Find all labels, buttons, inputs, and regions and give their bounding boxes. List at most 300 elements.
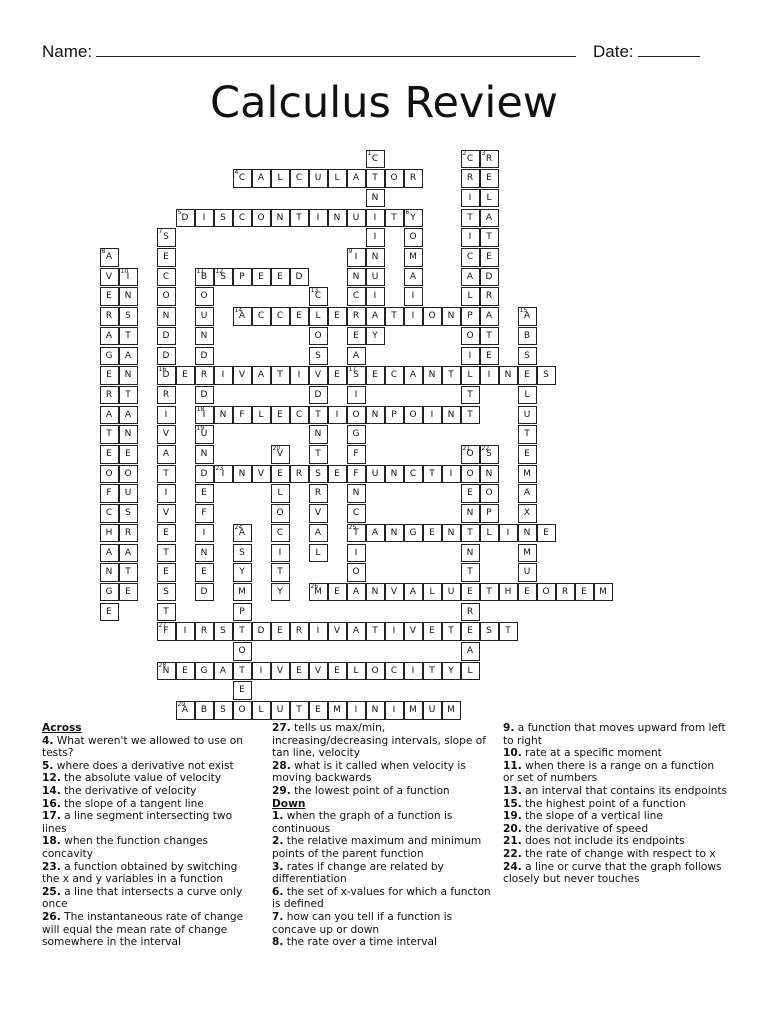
grid-cell[interactable] bbox=[518, 347, 537, 366]
grid-cell[interactable] bbox=[385, 209, 404, 228]
grid-cell[interactable] bbox=[461, 268, 480, 287]
grid-cell[interactable] bbox=[233, 366, 252, 385]
grid-cell[interactable] bbox=[499, 583, 518, 602]
grid-cell[interactable] bbox=[385, 169, 404, 188]
grid-cell[interactable] bbox=[214, 406, 233, 425]
grid-cell[interactable] bbox=[119, 287, 138, 306]
grid-cell[interactable] bbox=[309, 327, 328, 346]
grid-cell[interactable] bbox=[328, 662, 347, 681]
grid-cell[interactable] bbox=[309, 386, 328, 405]
grid-cell[interactable] bbox=[119, 563, 138, 582]
grid-cell[interactable] bbox=[195, 583, 214, 602]
grid-cell[interactable] bbox=[480, 327, 499, 346]
grid-cell[interactable] bbox=[271, 307, 290, 326]
grid-cell[interactable] bbox=[518, 484, 537, 503]
grid-cell[interactable] bbox=[195, 327, 214, 346]
grid-cell[interactable] bbox=[366, 209, 385, 228]
grid-cell[interactable] bbox=[404, 287, 423, 306]
grid-cell[interactable] bbox=[499, 366, 518, 385]
grid-cell[interactable] bbox=[423, 406, 442, 425]
grid-cell[interactable] bbox=[480, 209, 499, 228]
grid-cell[interactable] bbox=[100, 504, 119, 523]
grid-cell[interactable] bbox=[480, 228, 499, 247]
grid-cell[interactable] bbox=[195, 701, 214, 720]
grid-cell[interactable] bbox=[442, 622, 461, 641]
grid-cell[interactable] bbox=[404, 524, 423, 543]
grid-cell[interactable] bbox=[518, 307, 537, 326]
grid-cell[interactable] bbox=[518, 366, 537, 385]
grid-cell[interactable] bbox=[347, 386, 366, 405]
grid-cell[interactable] bbox=[309, 662, 328, 681]
grid-cell[interactable] bbox=[119, 307, 138, 326]
grid-cell[interactable] bbox=[499, 524, 518, 543]
grid-cell[interactable] bbox=[328, 583, 347, 602]
grid-cell[interactable] bbox=[157, 484, 176, 503]
grid-cell[interactable] bbox=[271, 504, 290, 523]
grid-cell[interactable] bbox=[233, 662, 252, 681]
grid-cell[interactable] bbox=[518, 465, 537, 484]
grid-cell[interactable] bbox=[461, 662, 480, 681]
grid-cell[interactable] bbox=[480, 248, 499, 267]
grid-cell[interactable] bbox=[195, 544, 214, 563]
grid-cell[interactable] bbox=[271, 445, 290, 464]
grid-cell[interactable] bbox=[233, 583, 252, 602]
grid-cell[interactable] bbox=[214, 465, 233, 484]
grid-cell[interactable] bbox=[461, 524, 480, 543]
grid-cell[interactable] bbox=[385, 406, 404, 425]
grid-cell[interactable] bbox=[100, 544, 119, 563]
grid-cell[interactable] bbox=[385, 465, 404, 484]
grid-cell[interactable] bbox=[233, 268, 252, 287]
grid-cell[interactable] bbox=[157, 544, 176, 563]
grid-cell[interactable] bbox=[195, 347, 214, 366]
grid-cell[interactable] bbox=[157, 603, 176, 622]
grid-cell[interactable] bbox=[252, 622, 271, 641]
grid-cell[interactable] bbox=[100, 425, 119, 444]
grid-cell[interactable] bbox=[195, 445, 214, 464]
grid-cell[interactable] bbox=[271, 524, 290, 543]
grid-cell[interactable] bbox=[119, 484, 138, 503]
grid-cell[interactable] bbox=[366, 465, 385, 484]
grid-cell[interactable] bbox=[176, 662, 195, 681]
grid-cell[interactable] bbox=[461, 228, 480, 247]
grid-cell[interactable] bbox=[423, 662, 442, 681]
grid-cell[interactable] bbox=[385, 622, 404, 641]
grid-cell[interactable] bbox=[347, 406, 366, 425]
grid-cell[interactable] bbox=[366, 307, 385, 326]
grid-cell[interactable] bbox=[347, 327, 366, 346]
grid-cell[interactable] bbox=[176, 209, 195, 228]
grid-cell[interactable] bbox=[347, 287, 366, 306]
grid-cell[interactable] bbox=[233, 544, 252, 563]
grid-cell[interactable] bbox=[480, 445, 499, 464]
grid-cell[interactable] bbox=[404, 622, 423, 641]
grid-cell[interactable] bbox=[271, 662, 290, 681]
grid-cell[interactable] bbox=[480, 504, 499, 523]
grid-cell[interactable] bbox=[290, 268, 309, 287]
grid-cell[interactable] bbox=[271, 544, 290, 563]
grid-cell[interactable] bbox=[328, 169, 347, 188]
grid-cell[interactable] bbox=[404, 662, 423, 681]
grid-cell[interactable] bbox=[366, 406, 385, 425]
grid-cell[interactable] bbox=[423, 622, 442, 641]
grid-cell[interactable] bbox=[461, 347, 480, 366]
grid-cell[interactable] bbox=[119, 347, 138, 366]
grid-cell[interactable] bbox=[309, 484, 328, 503]
grid-cell[interactable] bbox=[233, 701, 252, 720]
grid-cell[interactable] bbox=[518, 425, 537, 444]
grid-cell[interactable] bbox=[290, 366, 309, 385]
grid-cell[interactable] bbox=[233, 563, 252, 582]
grid-cell[interactable] bbox=[100, 287, 119, 306]
grid-cell[interactable] bbox=[347, 268, 366, 287]
grid-cell[interactable] bbox=[195, 504, 214, 523]
grid-cell[interactable] bbox=[195, 662, 214, 681]
grid-cell[interactable] bbox=[404, 701, 423, 720]
grid-cell[interactable] bbox=[442, 465, 461, 484]
grid-cell[interactable] bbox=[195, 366, 214, 385]
grid-cell[interactable] bbox=[442, 662, 461, 681]
grid-cell[interactable] bbox=[404, 406, 423, 425]
grid-cell[interactable] bbox=[461, 307, 480, 326]
grid-cell[interactable] bbox=[461, 622, 480, 641]
grid-cell[interactable] bbox=[233, 622, 252, 641]
grid-cell[interactable] bbox=[461, 209, 480, 228]
grid-cell[interactable] bbox=[233, 524, 252, 543]
grid-cell[interactable] bbox=[480, 366, 499, 385]
grid-cell[interactable] bbox=[176, 701, 195, 720]
grid-cell[interactable] bbox=[309, 583, 328, 602]
grid-cell[interactable] bbox=[119, 366, 138, 385]
grid-cell[interactable] bbox=[100, 248, 119, 267]
grid-cell[interactable] bbox=[347, 583, 366, 602]
grid-cell[interactable] bbox=[385, 583, 404, 602]
grid-cell[interactable] bbox=[290, 406, 309, 425]
grid-cell[interactable] bbox=[537, 366, 556, 385]
grid-cell[interactable] bbox=[195, 622, 214, 641]
grid-cell[interactable] bbox=[271, 366, 290, 385]
grid-cell[interactable] bbox=[385, 701, 404, 720]
grid-cell[interactable] bbox=[252, 209, 271, 228]
grid-cell[interactable] bbox=[233, 681, 252, 700]
grid-cell[interactable] bbox=[309, 544, 328, 563]
grid-cell[interactable] bbox=[404, 583, 423, 602]
grid-cell[interactable] bbox=[366, 169, 385, 188]
grid-cell[interactable] bbox=[157, 307, 176, 326]
grid-cell[interactable] bbox=[461, 583, 480, 602]
grid-cell[interactable] bbox=[385, 307, 404, 326]
grid-cell[interactable] bbox=[195, 563, 214, 582]
grid-cell[interactable] bbox=[404, 268, 423, 287]
grid-cell[interactable] bbox=[176, 622, 195, 641]
grid-cell[interactable] bbox=[461, 484, 480, 503]
grid-cell[interactable] bbox=[347, 169, 366, 188]
grid-cell[interactable] bbox=[385, 366, 404, 385]
grid-cell[interactable] bbox=[518, 563, 537, 582]
grid-cell[interactable] bbox=[290, 465, 309, 484]
grid-cell[interactable] bbox=[347, 524, 366, 543]
grid-cell[interactable] bbox=[157, 327, 176, 346]
grid-cell[interactable] bbox=[347, 307, 366, 326]
grid-cell[interactable] bbox=[480, 524, 499, 543]
grid-cell[interactable] bbox=[252, 406, 271, 425]
grid-cell[interactable] bbox=[271, 465, 290, 484]
grid-cell[interactable] bbox=[347, 248, 366, 267]
grid-cell[interactable] bbox=[119, 425, 138, 444]
grid-cell[interactable] bbox=[461, 366, 480, 385]
grid-cell[interactable] bbox=[347, 622, 366, 641]
grid-cell[interactable] bbox=[461, 504, 480, 523]
grid-cell[interactable] bbox=[100, 366, 119, 385]
grid-cell[interactable] bbox=[119, 583, 138, 602]
grid-cell[interactable] bbox=[442, 406, 461, 425]
grid-cell[interactable] bbox=[100, 268, 119, 287]
grid-cell[interactable] bbox=[233, 603, 252, 622]
grid-cell[interactable] bbox=[100, 347, 119, 366]
grid-cell[interactable] bbox=[423, 524, 442, 543]
grid-cell[interactable] bbox=[233, 307, 252, 326]
grid-cell[interactable] bbox=[271, 169, 290, 188]
grid-cell[interactable] bbox=[119, 327, 138, 346]
grid-cell[interactable] bbox=[556, 583, 575, 602]
grid-cell[interactable] bbox=[195, 465, 214, 484]
grid-cell[interactable] bbox=[157, 425, 176, 444]
grid-cell[interactable] bbox=[157, 287, 176, 306]
grid-cell[interactable] bbox=[100, 386, 119, 405]
grid-cell[interactable] bbox=[195, 406, 214, 425]
grid-cell[interactable] bbox=[366, 228, 385, 247]
grid-cell[interactable] bbox=[157, 268, 176, 287]
grid-cell[interactable] bbox=[271, 563, 290, 582]
grid-cell[interactable] bbox=[442, 701, 461, 720]
grid-cell[interactable] bbox=[537, 524, 556, 543]
grid-cell[interactable] bbox=[423, 366, 442, 385]
grid-cell[interactable] bbox=[480, 287, 499, 306]
grid-cell[interactable] bbox=[461, 642, 480, 661]
grid-cell[interactable] bbox=[347, 563, 366, 582]
grid-cell[interactable] bbox=[214, 209, 233, 228]
grid-cell[interactable] bbox=[328, 701, 347, 720]
grid-cell[interactable] bbox=[404, 366, 423, 385]
grid-cell[interactable] bbox=[195, 307, 214, 326]
grid-cell[interactable] bbox=[480, 189, 499, 208]
grid-cell[interactable] bbox=[480, 583, 499, 602]
grid-cell[interactable] bbox=[366, 366, 385, 385]
grid-cell[interactable] bbox=[366, 583, 385, 602]
grid-cell[interactable] bbox=[461, 248, 480, 267]
grid-cell[interactable] bbox=[480, 307, 499, 326]
grid-cell[interactable] bbox=[157, 366, 176, 385]
grid-cell[interactable] bbox=[157, 406, 176, 425]
grid-cell[interactable] bbox=[157, 228, 176, 247]
grid-cell[interactable] bbox=[100, 484, 119, 503]
grid-cell[interactable] bbox=[423, 583, 442, 602]
grid-cell[interactable] bbox=[518, 445, 537, 464]
grid-cell[interactable] bbox=[309, 287, 328, 306]
grid-cell[interactable] bbox=[499, 622, 518, 641]
grid-cell[interactable] bbox=[309, 622, 328, 641]
grid-cell[interactable] bbox=[328, 209, 347, 228]
grid-cell[interactable] bbox=[252, 465, 271, 484]
grid-cell[interactable] bbox=[366, 189, 385, 208]
grid-cell[interactable] bbox=[404, 228, 423, 247]
grid-cell[interactable] bbox=[461, 386, 480, 405]
grid-cell[interactable] bbox=[100, 524, 119, 543]
grid-cell[interactable] bbox=[480, 484, 499, 503]
grid-cell[interactable] bbox=[252, 701, 271, 720]
grid-cell[interactable] bbox=[100, 603, 119, 622]
grid-cell[interactable] bbox=[480, 150, 499, 169]
grid-cell[interactable] bbox=[195, 268, 214, 287]
grid-cell[interactable] bbox=[252, 268, 271, 287]
grid-cell[interactable] bbox=[461, 465, 480, 484]
grid-cell[interactable] bbox=[442, 307, 461, 326]
grid-cell[interactable] bbox=[176, 366, 195, 385]
grid-cell[interactable] bbox=[157, 347, 176, 366]
grid-cell[interactable] bbox=[328, 622, 347, 641]
grid-cell[interactable] bbox=[100, 445, 119, 464]
grid-cell[interactable] bbox=[233, 169, 252, 188]
grid-cell[interactable] bbox=[480, 268, 499, 287]
grid-cell[interactable] bbox=[119, 504, 138, 523]
grid-cell[interactable] bbox=[347, 445, 366, 464]
grid-cell[interactable] bbox=[214, 622, 233, 641]
grid-cell[interactable] bbox=[366, 248, 385, 267]
grid-cell[interactable] bbox=[309, 465, 328, 484]
grid-cell[interactable] bbox=[157, 386, 176, 405]
grid-cell[interactable] bbox=[423, 307, 442, 326]
grid-cell[interactable] bbox=[271, 484, 290, 503]
grid-cell[interactable] bbox=[290, 169, 309, 188]
grid-cell[interactable] bbox=[195, 484, 214, 503]
grid-cell[interactable] bbox=[328, 406, 347, 425]
grid-cell[interactable] bbox=[404, 209, 423, 228]
grid-cell[interactable] bbox=[119, 524, 138, 543]
grid-cell[interactable] bbox=[404, 169, 423, 188]
grid-cell[interactable] bbox=[328, 465, 347, 484]
grid-cell[interactable] bbox=[290, 701, 309, 720]
grid-cell[interactable] bbox=[195, 425, 214, 444]
grid-cell[interactable] bbox=[119, 544, 138, 563]
grid-cell[interactable] bbox=[480, 622, 499, 641]
grid-cell[interactable] bbox=[366, 622, 385, 641]
grid-cell[interactable] bbox=[290, 622, 309, 641]
grid-cell[interactable] bbox=[366, 701, 385, 720]
grid-cell[interactable] bbox=[100, 406, 119, 425]
grid-cell[interactable] bbox=[119, 465, 138, 484]
grid-cell[interactable] bbox=[214, 701, 233, 720]
grid-cell[interactable] bbox=[347, 425, 366, 444]
grid-cell[interactable] bbox=[271, 701, 290, 720]
grid-cell[interactable] bbox=[309, 347, 328, 366]
grid-cell[interactable] bbox=[309, 425, 328, 444]
grid-cell[interactable] bbox=[404, 465, 423, 484]
grid-cell[interactable] bbox=[252, 307, 271, 326]
grid-cell[interactable] bbox=[100, 465, 119, 484]
grid-cell[interactable] bbox=[385, 524, 404, 543]
grid-cell[interactable] bbox=[442, 366, 461, 385]
grid-cell[interactable] bbox=[366, 268, 385, 287]
grid-cell[interactable] bbox=[366, 524, 385, 543]
grid-cell[interactable] bbox=[347, 366, 366, 385]
grid-cell[interactable] bbox=[214, 662, 233, 681]
grid-cell[interactable] bbox=[271, 583, 290, 602]
grid-cell[interactable] bbox=[461, 563, 480, 582]
grid-cell[interactable] bbox=[233, 209, 252, 228]
grid-cell[interactable] bbox=[119, 445, 138, 464]
grid-cell[interactable] bbox=[461, 327, 480, 346]
grid-cell[interactable] bbox=[518, 327, 537, 346]
grid-cell[interactable] bbox=[309, 209, 328, 228]
grid-cell[interactable] bbox=[347, 544, 366, 563]
grid-cell[interactable] bbox=[347, 662, 366, 681]
grid-cell[interactable] bbox=[309, 406, 328, 425]
grid-cell[interactable] bbox=[442, 524, 461, 543]
grid-cell[interactable] bbox=[347, 701, 366, 720]
grid-cell[interactable] bbox=[290, 209, 309, 228]
grid-cell[interactable] bbox=[233, 465, 252, 484]
grid-cell[interactable] bbox=[461, 406, 480, 425]
grid-cell[interactable] bbox=[328, 366, 347, 385]
grid-cell[interactable] bbox=[119, 406, 138, 425]
grid-cell[interactable] bbox=[309, 366, 328, 385]
grid-cell[interactable] bbox=[271, 209, 290, 228]
grid-cell[interactable] bbox=[195, 287, 214, 306]
grid-cell[interactable] bbox=[309, 307, 328, 326]
grid-cell[interactable] bbox=[366, 150, 385, 169]
grid-cell[interactable] bbox=[271, 406, 290, 425]
grid-cell[interactable] bbox=[347, 209, 366, 228]
grid-cell[interactable] bbox=[309, 701, 328, 720]
grid-cell[interactable] bbox=[347, 347, 366, 366]
grid-cell[interactable] bbox=[404, 248, 423, 267]
grid-cell[interactable] bbox=[461, 287, 480, 306]
grid-cell[interactable] bbox=[461, 189, 480, 208]
grid-cell[interactable] bbox=[100, 563, 119, 582]
grid-cell[interactable] bbox=[423, 701, 442, 720]
grid-cell[interactable] bbox=[518, 583, 537, 602]
grid-cell[interactable] bbox=[518, 386, 537, 405]
grid-cell[interactable] bbox=[195, 209, 214, 228]
grid-cell[interactable] bbox=[119, 386, 138, 405]
grid-cell[interactable] bbox=[461, 544, 480, 563]
grid-cell[interactable] bbox=[518, 544, 537, 563]
grid-cell[interactable] bbox=[271, 622, 290, 641]
grid-cell[interactable] bbox=[309, 504, 328, 523]
grid-cell[interactable] bbox=[157, 248, 176, 267]
grid-cell[interactable] bbox=[157, 662, 176, 681]
grid-cell[interactable] bbox=[347, 465, 366, 484]
grid-cell[interactable] bbox=[195, 386, 214, 405]
grid-cell[interactable] bbox=[328, 307, 347, 326]
grid-cell[interactable] bbox=[404, 307, 423, 326]
grid-cell[interactable] bbox=[442, 583, 461, 602]
grid-cell[interactable] bbox=[309, 524, 328, 543]
grid-cell[interactable] bbox=[480, 169, 499, 188]
grid-cell[interactable] bbox=[461, 150, 480, 169]
grid-cell[interactable] bbox=[537, 583, 556, 602]
grid-cell[interactable] bbox=[347, 484, 366, 503]
grid-cell[interactable] bbox=[518, 406, 537, 425]
grid-cell[interactable] bbox=[575, 583, 594, 602]
grid-cell[interactable] bbox=[157, 622, 176, 641]
grid-cell[interactable] bbox=[385, 662, 404, 681]
grid-cell[interactable] bbox=[423, 465, 442, 484]
grid-cell[interactable] bbox=[157, 524, 176, 543]
grid-cell[interactable] bbox=[309, 169, 328, 188]
grid-cell[interactable] bbox=[252, 662, 271, 681]
grid-cell[interactable] bbox=[518, 504, 537, 523]
